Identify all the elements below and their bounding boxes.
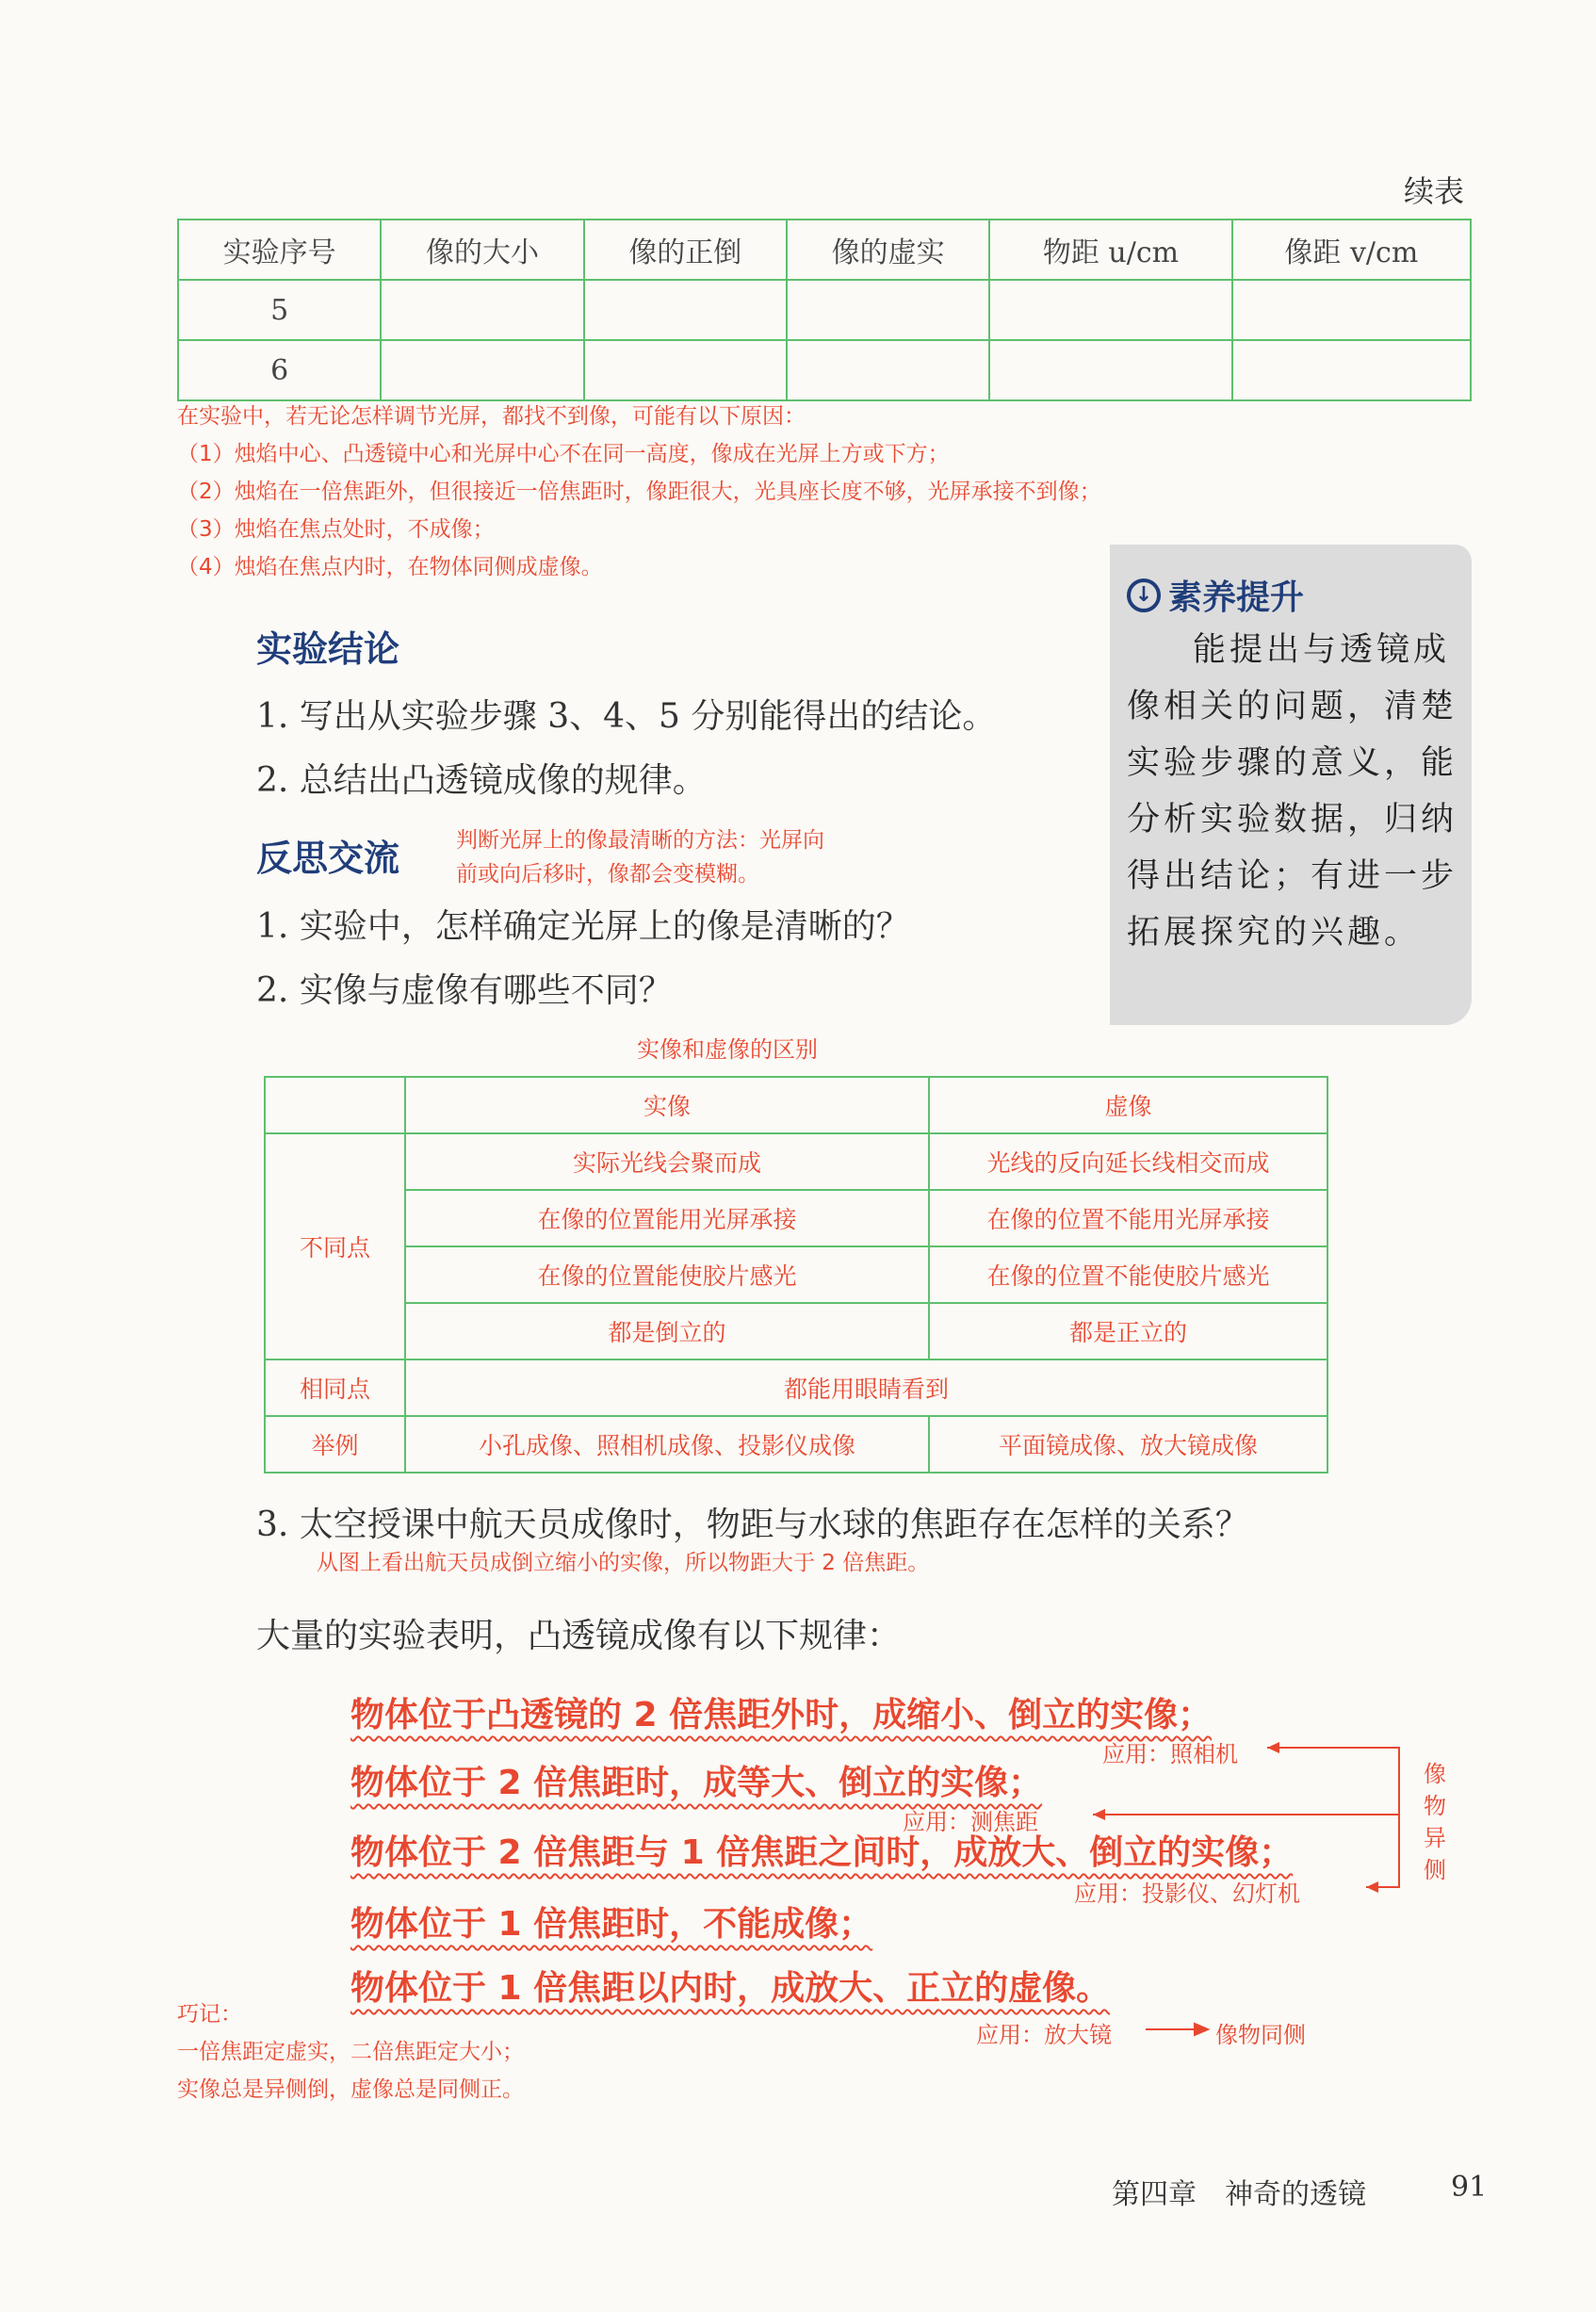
conclusion-heading: 实验结论	[256, 628, 400, 670]
mnemonic-title: 巧记：	[177, 2002, 242, 2027]
row-number: 6	[178, 340, 381, 400]
rule-item: 物体位于 1 倍焦距以内时，成放大、正立的虚像。	[350, 1969, 1111, 2008]
arrow-left-icon	[1267, 1742, 1279, 1753]
table-header-cell: 实像	[405, 1077, 929, 1133]
table-cell: 平面镜成像、放大镜成像	[929, 1416, 1327, 1473]
application-note: 应用：投影仪、幻灯机	[1074, 1881, 1300, 1907]
rule-item: 物体位于 1 倍焦距时，不能成像；	[350, 1905, 873, 1944]
table-cell: 都能用眼睛看到	[405, 1360, 1327, 1416]
table-cell: 在像的位置不能使胶片感光	[929, 1246, 1327, 1303]
arrow-left-icon	[1093, 1809, 1105, 1820]
reflection-note-line: 判断光屏上的像最清晰的方法：光屏向	[456, 828, 824, 853]
table-cell: 在像的位置能使胶片感光	[405, 1246, 929, 1303]
table-cell: 实际光线会聚而成	[405, 1133, 929, 1190]
reflection-heading: 反思交流	[256, 838, 400, 879]
conclusion-item: 2. 总结出凸透镜成像的规律。	[256, 761, 707, 800]
bracket-line	[1267, 1748, 1399, 1887]
reflection-note-line: 前或向后移时，像都会变模糊。	[456, 862, 759, 887]
rule-item: 物体位于 2 倍焦距与 1 倍焦距之间时，成放大、倒立的实像；	[350, 1833, 1294, 1872]
arrow-right-icon	[1195, 2024, 1208, 2035]
application-note: 应用：放大镜	[976, 2022, 1112, 2048]
table-cell: 在像的位置能用光屏承接	[405, 1190, 929, 1246]
table-cell: 小孔成像、照相机成像、投影仪成像	[405, 1416, 929, 1473]
rule-item: 物体位于凸透镜的 2 倍焦距外时，成缩小、倒立的实像；	[350, 1696, 1213, 1734]
table-cell: 在像的位置不能用光屏承接	[929, 1190, 1327, 1246]
rules-intro: 大量的实验表明，凸透镜成像有以下规律：	[256, 1617, 902, 1655]
table-header-cell: 像距 v/cm	[1232, 220, 1471, 280]
table-cell: 都是正立的	[929, 1303, 1327, 1360]
side-label: 像物异侧	[1424, 1761, 1446, 1883]
reason-item: （2）烛焰在一倍焦距外，但很接近一倍焦距时，像距很大，光具座长度不够，光屏承接不到像；	[177, 480, 1101, 504]
mnemonic	[177, 1995, 524, 2108]
table-header-cell: 像的大小	[381, 220, 583, 280]
table-header-cell: 虚像	[929, 1077, 1327, 1133]
conclusion-item: 1. 写出从实验步骤 3、4、5 分别能得出的结论。	[256, 697, 997, 736]
mnemonic-line: 实像总是异侧倒，虚像总是同侧正。	[177, 2077, 524, 2102]
reflection-item: 1. 实验中，怎样确定光屏上的像是清晰的？	[256, 907, 910, 946]
table-header-cell: 像的虚实	[787, 220, 989, 280]
table-cell: 光线的反向延长线相交而成	[929, 1133, 1327, 1190]
reasons-intro: 在实验中，若无论怎样调节光屏，都找不到像，可能有以下原因：	[177, 404, 806, 429]
question-3-answer: 从图上看出航天员成倒立缩小的实像，所以物距大于 2 倍焦距。	[317, 1551, 930, 1575]
chapter-title: 第四章 神奇的透镜	[1112, 2178, 1366, 2211]
sidebar-title-text: 素养提升	[1168, 578, 1305, 617]
arrow-down-circle-icon: ↓	[1127, 578, 1161, 612]
diff-label: 不同点	[265, 1133, 405, 1360]
row-number: 5	[178, 280, 381, 340]
arrow-left-icon	[1366, 1881, 1378, 1893]
table-header-cell: 物距 u/cm	[989, 220, 1231, 280]
reason-item: （1）烛焰中心、凸透镜中心和光屏中心不在同一高度，像成在光屏上方或下方；	[177, 442, 950, 466]
continued-label: 续表	[1404, 173, 1465, 209]
reflection-item: 2. 实像与虚像有哪些不同？	[256, 971, 673, 1010]
rule-item: 物体位于 2 倍焦距时，成等大、倒立的实像；	[350, 1764, 1043, 1802]
application-note: 应用：测焦距	[903, 1809, 1038, 1835]
reason-item: （4）烛焰在焦点内时，在物体同侧成虚像。	[177, 555, 603, 579]
sidebar-body: 能提出与透镜成像相关的问题，清楚实验步骤的意义，能分析实验数据，归纳得出结论；有进一步拓展探究的兴趣。	[1127, 631, 1458, 952]
table2-caption: 实像和虚像的区别	[637, 1036, 818, 1063]
example-label: 举例	[265, 1416, 405, 1473]
application-result: 像物同侧	[1215, 2022, 1306, 2048]
same-label: 相同点	[265, 1360, 405, 1416]
mnemonic-line: 一倍焦距定虚实，二倍焦距定大小；	[177, 2040, 524, 2064]
table-header-cell: 像的正倒	[584, 220, 787, 280]
question-3: 3. 太空授课中航天员成像时，物距与水球的焦距存在怎样的关系？	[256, 1506, 1249, 1544]
application-note: 应用：照相机	[1102, 1741, 1238, 1767]
reason-item: （3）烛焰在焦点处时，不成像；	[177, 517, 495, 542]
page-number: 91	[1451, 2171, 1488, 2204]
table-cell: 都是倒立的	[405, 1303, 929, 1360]
table-header-cell: 实验序号	[178, 220, 381, 280]
